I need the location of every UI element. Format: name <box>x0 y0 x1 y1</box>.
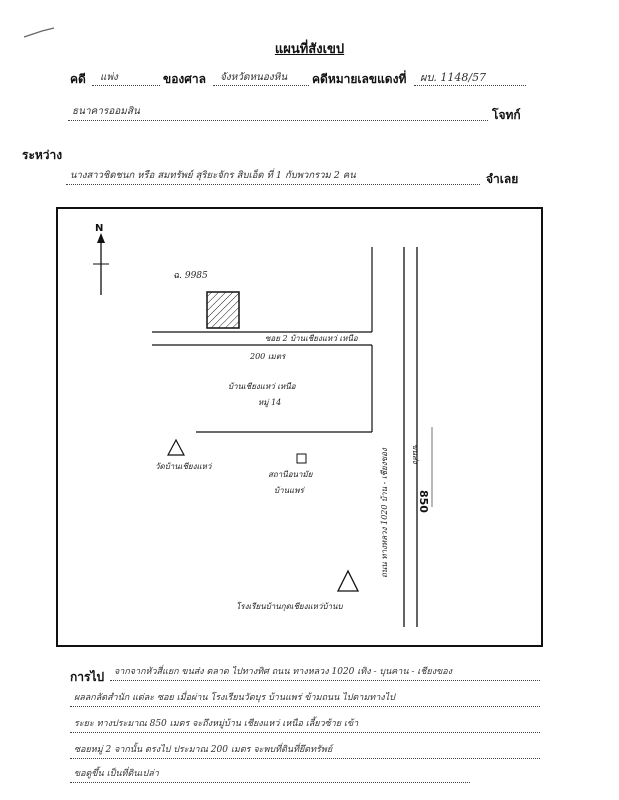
directions-line-4: ซอยหมู่ 2 จากนั้น ตรงไป ประมาณ 200 เมตร จะพบที่ดินที่ยึดทรัพย์ <box>74 745 333 755</box>
distance-850-label: 850 <box>417 490 430 513</box>
page-title: แผนที่สังเขป <box>274 42 345 57</box>
directions-line-3: ระยะ ทางประมาณ 850 เมตร จะถึงหมู่บ้าน เชียงแหว่ เหนือ เลี้ยวซ้าย เข้า <box>74 719 359 729</box>
distance-200-label: 200 เมตร <box>250 352 286 361</box>
red-case-label: คดีหมายเลขแดงที่ <box>312 72 407 86</box>
directions-line-1: จากจากหัวสี่แยก ขนส่ง ตลาด ไปทางทิศ ถนน ทางหลวง 1020 เทิง - บุนคาน - เชียงของ <box>114 667 453 677</box>
court-name-line <box>213 85 309 86</box>
directions-rule-4 <box>70 758 540 759</box>
directions-line-2: ผลลกลัดสำนัก แต่ละ ซอย เมื่อผ่าน โรงเรียนวัดบุร บ้านแพร่ ข้ามถนน ไปตามทางไป <box>74 693 395 703</box>
school-label: โรงเรียนบ้านกุดเชียงแหว่บ้านบ <box>236 602 343 611</box>
defendant-line <box>66 184 480 185</box>
directions-line-5: ขอดูขึ้น เป็นที่ดินเปล่า <box>74 769 159 779</box>
defendant-role: จำเลย <box>486 172 519 186</box>
case-type-line <box>92 85 160 86</box>
case-type: แพ่ง <box>100 72 118 83</box>
directions-label: การไป <box>70 670 105 684</box>
plaintiff-line <box>68 120 488 121</box>
health-center-icon <box>297 454 306 463</box>
between-label: ระหว่าง <box>22 148 63 162</box>
north-label: N <box>95 223 104 234</box>
map-drawing <box>56 207 543 647</box>
highway-label: ถนน ทางหลวง 1020 บ้าน - เชียงของ <box>380 448 389 578</box>
plot-square <box>207 292 239 328</box>
health-center-label: สถานีอนามัย <box>268 470 313 479</box>
directions-rule-2 <box>70 706 540 707</box>
directions-rule-1 <box>110 680 540 681</box>
north-arrow-icon <box>93 233 109 295</box>
soi-road-label: ซอย 2 บ้านเชียงแหว่ เหนือ <box>265 334 358 343</box>
red-case-number: ผบ. 1148/57 <box>420 71 487 84</box>
temple-icon <box>168 440 184 455</box>
red-case-line <box>414 85 526 86</box>
plaintiff-name: ธนาคารออมสิน <box>72 106 140 117</box>
defendant-name: นางสาวชิดชนก หรือ สมทรัพย์ สุริยะจักร สิบเอ็ด ที่ 1 กับพวกรวม 2 คน <box>70 170 356 181</box>
side-label: ขนส่ง <box>411 444 420 464</box>
directions-rule-5 <box>70 782 470 783</box>
directions-rule-3 <box>70 732 540 733</box>
plot-label: ฉ. 9985 <box>173 271 208 281</box>
court-name: จังหวัดหนองหิน <box>220 72 288 83</box>
village-moo: หมู่ 14 <box>258 398 282 407</box>
school-icon <box>338 571 358 591</box>
village-label: บ้านเชียงแหว่ เหนือ <box>228 382 296 391</box>
court-label: ของศาล <box>163 72 206 86</box>
health-center-label-2: บ้านแพร่ <box>274 486 304 495</box>
temple-label: วัดบ้านเชียงแหว่ <box>155 462 212 471</box>
case-label: คดี <box>70 72 86 86</box>
plaintiff-role: โจทก์ <box>492 108 521 122</box>
